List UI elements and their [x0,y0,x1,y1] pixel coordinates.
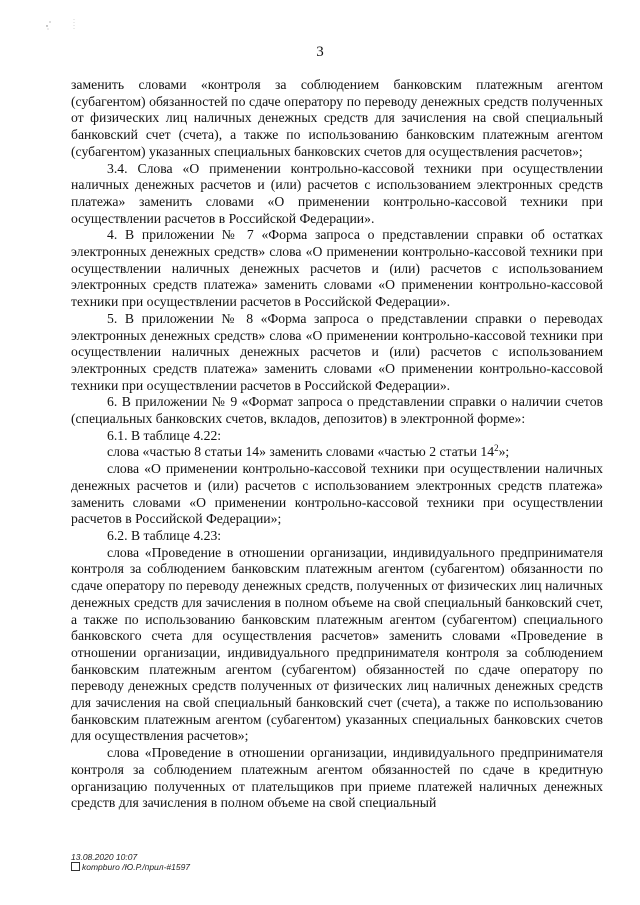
document-footer [71,852,190,872]
paragraph: заменить словами «контроля за соблюдением банковским платежным агентом (субагентом) обязанностей по сдаче оператору по переводу денежных средств полученных от физических лиц наличных денежных средств для зачисления на свой специальный банковский счет (счета), а также по использованию банковским платежным агентом (субагентом) указанных специальных банковских счетов для осуществления расчетов»; [71,77,603,159]
footer-path: kompburo /Ю.Р./прил-#1597 [82,862,191,872]
paragraph: 3.4. Слова «О применении контрольно-кассовой техники при осуществлении наличных денежных расчетов и (или) расчетов с использованием электронных средств платежа» заменить словами «О применении контрольно-кассовой техники при осуществлении расчетов в Российской Федерации». [71,160,603,226]
paragraph: 6. В приложении № 9 «Формат запроса о представлении справки о наличии счетов (специальных банковских счетов, вкладов, депозитов) в электронной форме»: [71,394,603,427]
paragraph: 4. В приложении № 7 «Форма запроса о представлении справки об остатках электронных денежных средств» слова «О применении контрольно-кассовой техники при осуществлении наличных денежных расчетов и (или) расчетов с использованием электронных средств платежа» заменить словами «О применении контрольно-кассовой техники при осуществлении расчетов в Российской Федерации». [71,227,603,310]
paragraph: 5. В приложении № 8 «Форма запроса о представлении справки о переводах электронных денежных средств» слова «О применении контрольно-кассовой техники при осуществлении наличных денежных расчетов и (или) расчетов с использованием электронных средств платежа» заменить словами «О применении контрольно-кассовой техники при осуществлении расчетов в Российской Федерации». [71,310,603,393]
paragraph: слова «Проведение в отношении организации, индивидуального предпринимателя контроля за соблюдением платежным агентом обязанностей по сдаче в кредитную организацию полученных от плательщиков при приеме платежей наличных денежных средств для зачисления в полном объеме на свой специальный [71,745,603,811]
paragraph-text: слова «частью 8 статьи 14» заменить словами «частью 2 статьи 14 [107,444,495,460]
paragraph: 6.2. В таблице 4.23: [107,527,222,543]
superscript: 2 [494,443,499,454]
page-number: 3 [316,44,324,60]
scan-artifact-marks [44,16,84,32]
paragraph: слова «О применении контрольно-кассовой техники при осуществлении наличных денежных расчетов и (или) расчетов с использованием электронных средств платежа» заменить словами «О применении контрольно-кассовой техники при осуществлении расчетов в Российской Федерации»; [71,461,603,527]
paragraph: слова «Проведение в отношении организации, индивидуального предпринимателя контроля за соблюдением банковским платежным агентом (субагентом) обязанности по сдаче оператору по переводу денежных средств, полученных от физических лиц наличных денежных средств для зачисления в полном объеме на свой специальный банковский счет, а также по использованию банковским платежным агентом (субагентом) специального банковского счета для осуществления расчетов» заменить словами «Проведение в отношении организации, индивидуального предпринимателя контроля за соблюдением банковским платежным агентом (субагентом) обязанностей по сдаче оператору по переводу денежных средств полученных от физических лиц наличных денежных средств для зачисления на свой специальный банковский счет (счета), а также по использованию банковским платежным агентом (субагентом) указанных специальных банковских счетов для осуществления расчетов»; [71,544,603,744]
footer-date: 13.08.2020 10:07 [71,852,138,862]
paragraph-text: »; [498,444,510,460]
footer-path-line [71,862,190,872]
document-body [71,77,603,812]
paragraph [71,444,603,461]
file-icon [71,862,80,871]
paragraph: 6.1. В таблице 4.22: [107,427,222,443]
